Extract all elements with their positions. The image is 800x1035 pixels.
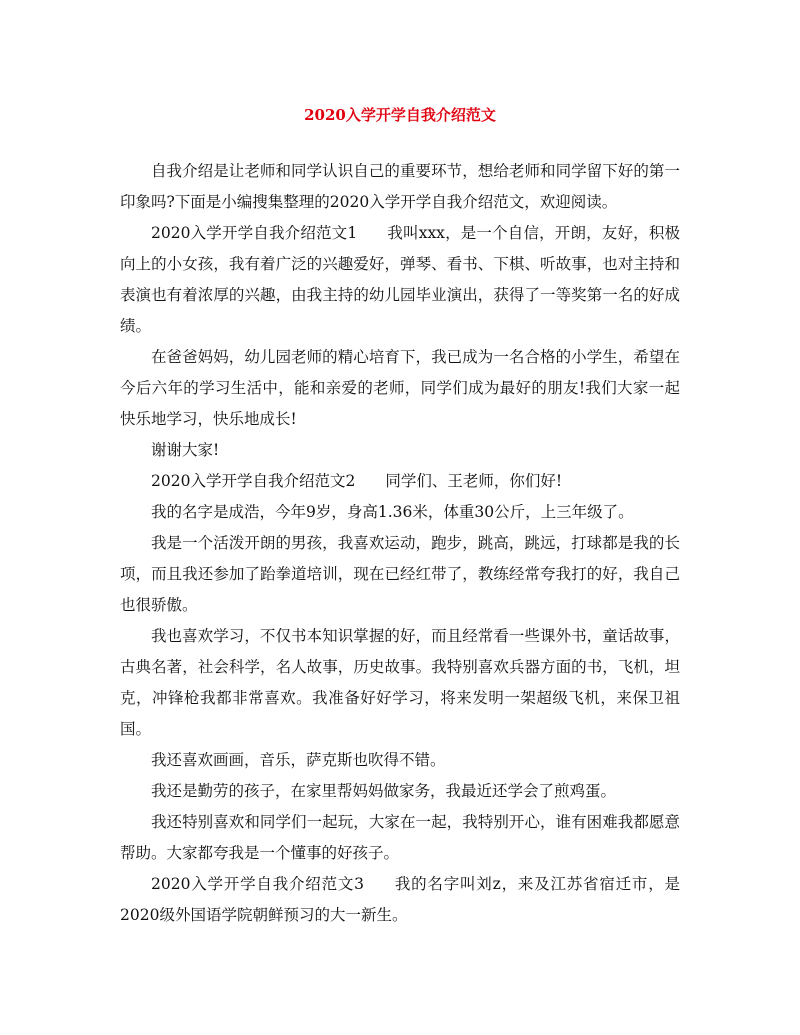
paragraph-text: 我叫xxx，是一个自信，开朗，友好，积极向上的小女孩，我有着广泛的兴趣爱好，弹琴、看书、下棋、听故事，也对主持和表演也有着浓厚的兴趣，由我主持的幼儿园毕业演出，获得了一等奖第一名的好成绩。 [120,224,680,335]
paragraph [120,528,680,621]
paragraph [120,342,680,435]
paragraph [120,466,680,497]
paragraph-text: 谢谢大家! [151,441,220,459]
section-heading: 2020入学开学自我介绍范文1 [151,224,358,242]
paragraph-text: 我的名字是成浩，今年9岁，身高1.36米，体重30公斤，上三年级了。 [151,503,634,521]
paragraph [120,497,680,528]
paragraph [120,621,680,745]
document-body [120,156,680,931]
paragraph [120,218,680,342]
section-heading: 2020入学开学自我介绍范文3 [151,875,365,893]
paragraph [120,156,680,218]
paragraph-text: 自我介绍是让老师和同学认识自己的重要环节，想给老师和同学留下好的第一印象吗?下面是小编搜集整理的2020入学开学自我介绍范文，欢迎阅读。 [120,162,680,211]
paragraph-text: 同学们、王老师，你们好! [385,472,563,490]
paragraph-text: 我的名字叫刘z，来及江苏省宿迁市，是2020级外国语学院朝鲜预习的大一新生。 [120,875,680,924]
paragraph [120,776,680,807]
paragraph-text: 在爸爸妈妈，幼儿园老师的精心培育下，我已成为一名合格的小学生，希望在今后六年的学习生活中，能和亲爱的老师，同学们成为最好的朋友!我们大家一起快乐地学习，快乐地成长! [120,348,680,428]
paragraph-text: 我还是勤劳的孩子，在家里帮妈妈做家务，我最近还学会了煎鸡蛋。 [151,782,617,800]
paragraph-text: 我也喜欢学习，不仅书本知识掌握的好，而且经常看一些课外书，童话故事，古典名著，社会科学，名人故事，历史故事。我特别喜欢兵器方面的书，飞机，坦克，冲锋枪我都非常喜欢。我准备好好学习，将来发明一架超级飞机，来保卫祖国。 [120,627,680,738]
document-title: 2020入学开学自我介绍范文 [304,106,496,124]
paragraph [120,435,680,466]
paragraph-text: 我是一个活泼开朗的男孩，我喜欢运动，跑步，跳高，跳远，打球都是我的长项，而且我还参加了跆拳道培训，现在已经红带了，教练经常夸我打的好，我自己也很骄傲。 [120,534,680,614]
paragraph-text: 我还喜欢画画，音乐，萨克斯也吹得不错。 [151,751,446,769]
section-heading: 2020入学开学自我介绍范文2 [151,472,356,490]
paragraph [120,807,680,869]
paragraph [120,869,680,931]
paragraph [120,745,680,776]
paragraph-text: 我还特别喜欢和同学们一起玩，大家在一起，我特别开心，谁有困难我都愿意帮助。大家都夸我是一个懂事的好孩子。 [120,813,680,862]
